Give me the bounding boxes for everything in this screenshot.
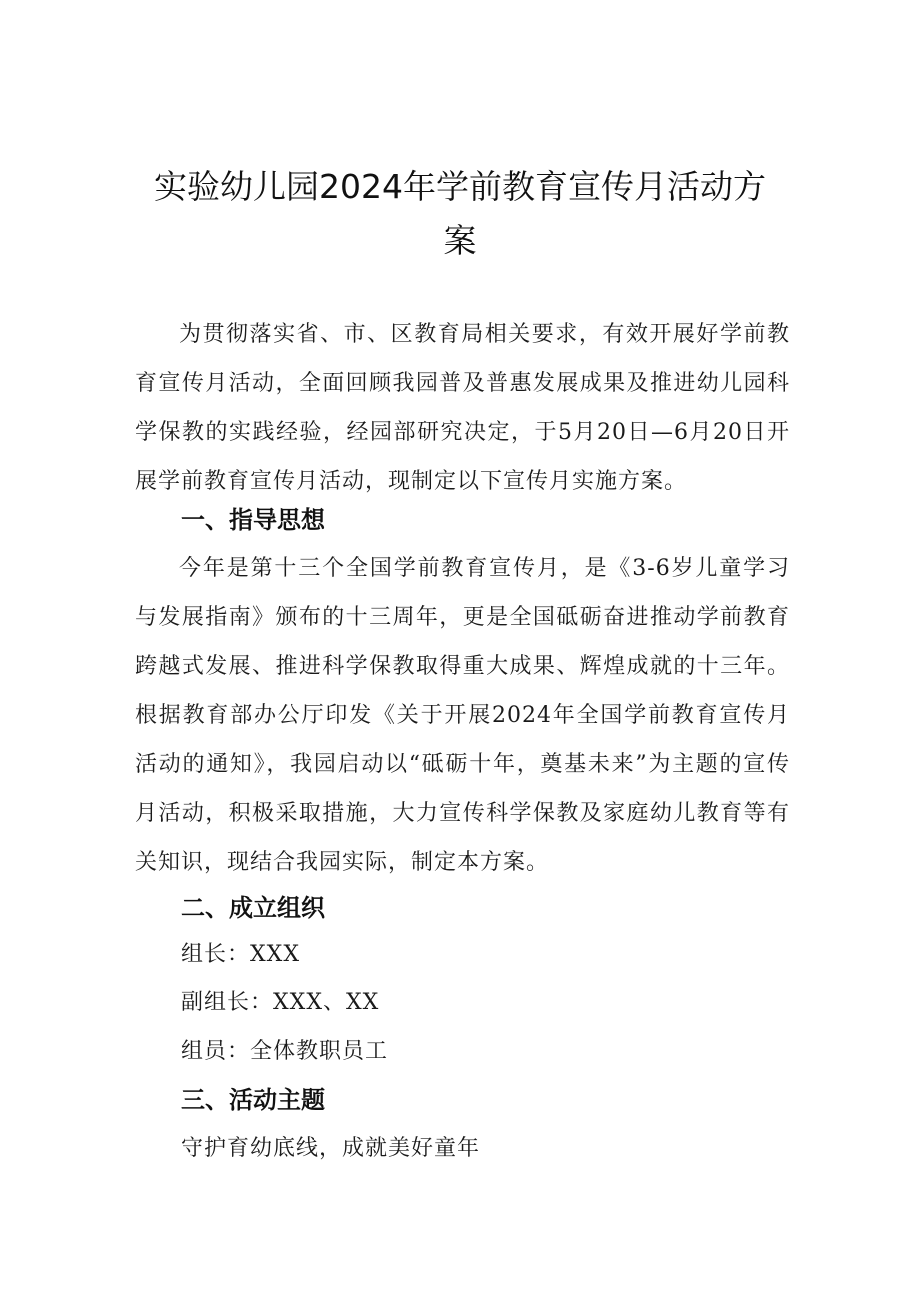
activity-theme-text: 守护育幼底线，成就美好童年 — [181, 1136, 481, 1161]
title-line-1: 实验幼儿园2024年学前教育宣传月活动方 — [154, 167, 766, 206]
section-heading-organization: 二、成立组织 — [181, 894, 325, 922]
intro-paragraph: 为贯彻落实省、市、区教育局相关要求，有效开展好学前教育宣传月活动，全面回顾我园普及普惠发展成果及推进幼儿园科学保教的实践经验，经园部研究决定，于5月20日—6月20日开展学前教育宣传月活动，现制定以下宣传月实施方案。 — [135, 322, 790, 494]
organization-deputy-leader: 副组长：XXX、XX — [181, 990, 380, 1015]
section-heading-guiding-ideology: 一、指导思想 — [181, 506, 325, 534]
document-title — [150, 160, 770, 268]
guiding-ideology-paragraph: 今年是第十三个全国学前教育宣传月，是《3-6岁儿童学习与发展指南》颁布的十三周年，更是全国砥砺奋进推动学前教育跨越式发展、推进科学保教取得重大成果、辉煌成就的十三年。根据教育部办公厅印发《关于开展2024年全国学前教育宣传月活动的通知》，我园启动以“砥砺十年，奠基未来”为主题的宣传月活动，积极采取措施，大力宣传科学保教及家庭幼儿教育等有关知识，现结合我园实际，制定本方案。 — [135, 556, 790, 875]
title-line-2: 案 — [443, 221, 477, 260]
organization-members: 组员：全体教职员工 — [181, 1039, 389, 1064]
organization-leader: 组长：XXX — [181, 942, 300, 967]
section-heading-theme: 三、活动主题 — [181, 1086, 325, 1114]
